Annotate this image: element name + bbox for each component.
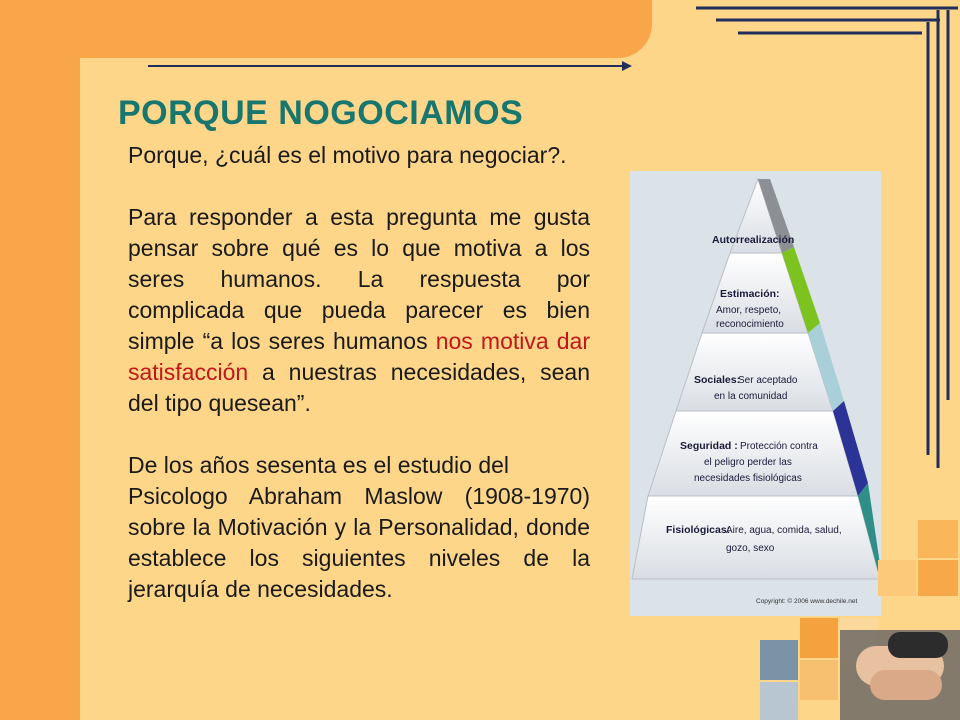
level-2-line-1: Amor, respeto, [716, 305, 782, 316]
paragraph-motivation-text: Para responder a esta pregunta me gusta pensar sobre qué es lo que motiva a los seres humanos. La respuesta por complicada que pueda parecer es bien simple “a los seres humanos [128, 204, 590, 354]
level-4-inline: Protección contra [740, 441, 818, 452]
top-orange-band [0, 0, 652, 58]
level-4-line-1: el peligro perder las [704, 457, 792, 468]
level-2-line-2: reconocimiento [716, 319, 784, 330]
paragraph-motivation [128, 202, 590, 419]
level-5-inline: Aire, agua, comida, salud, [726, 525, 842, 536]
left-orange-band [0, 0, 80, 720]
level-title-estimacion: Estimación: [720, 288, 780, 300]
decorative-tiles [760, 520, 960, 720]
body-text [128, 140, 590, 605]
paragraph-question: Porque, ¿cuál es el motivo para negociar?. [128, 142, 567, 168]
level-title-sociales: Sociales: [694, 374, 741, 386]
level-title-seguridad: Seguridad : [680, 440, 738, 452]
level-5-line-1: gozo, sexo [726, 543, 775, 554]
paragraph-maslow-intro: De los años sesenta es el estudio del [128, 452, 510, 478]
level-3-inline: Ser aceptado [738, 375, 798, 386]
level-title-autorrealizacion: Autorrealización [712, 234, 795, 246]
page-title: PORQUE NOGOCIAMOS [118, 94, 524, 132]
title-arrow-line [148, 65, 624, 67]
pyramid-copyright: Copyright: © 2006 www.dechile.net [756, 598, 858, 605]
paragraph-maslow: Psicologo Abraham Maslow (1908-1970) sobre la Motivación y la Personalidad, donde establece los siguientes niveles de la jerarquía de necesidades. [128, 483, 590, 602]
arrow-head-icon [622, 61, 632, 71]
highlighted-phrase: nos motiva dar satisfacción [128, 328, 590, 385]
paragraph-motivation-end: a nuestras necesidades, sean del tipo quesean”. [128, 359, 590, 416]
level-4-line-2: necesidades fisiológicas [694, 473, 802, 484]
level-3-line-1: en la comunidad [714, 391, 788, 402]
level-title-fisiologicas: Fisiológicas: [666, 524, 731, 536]
